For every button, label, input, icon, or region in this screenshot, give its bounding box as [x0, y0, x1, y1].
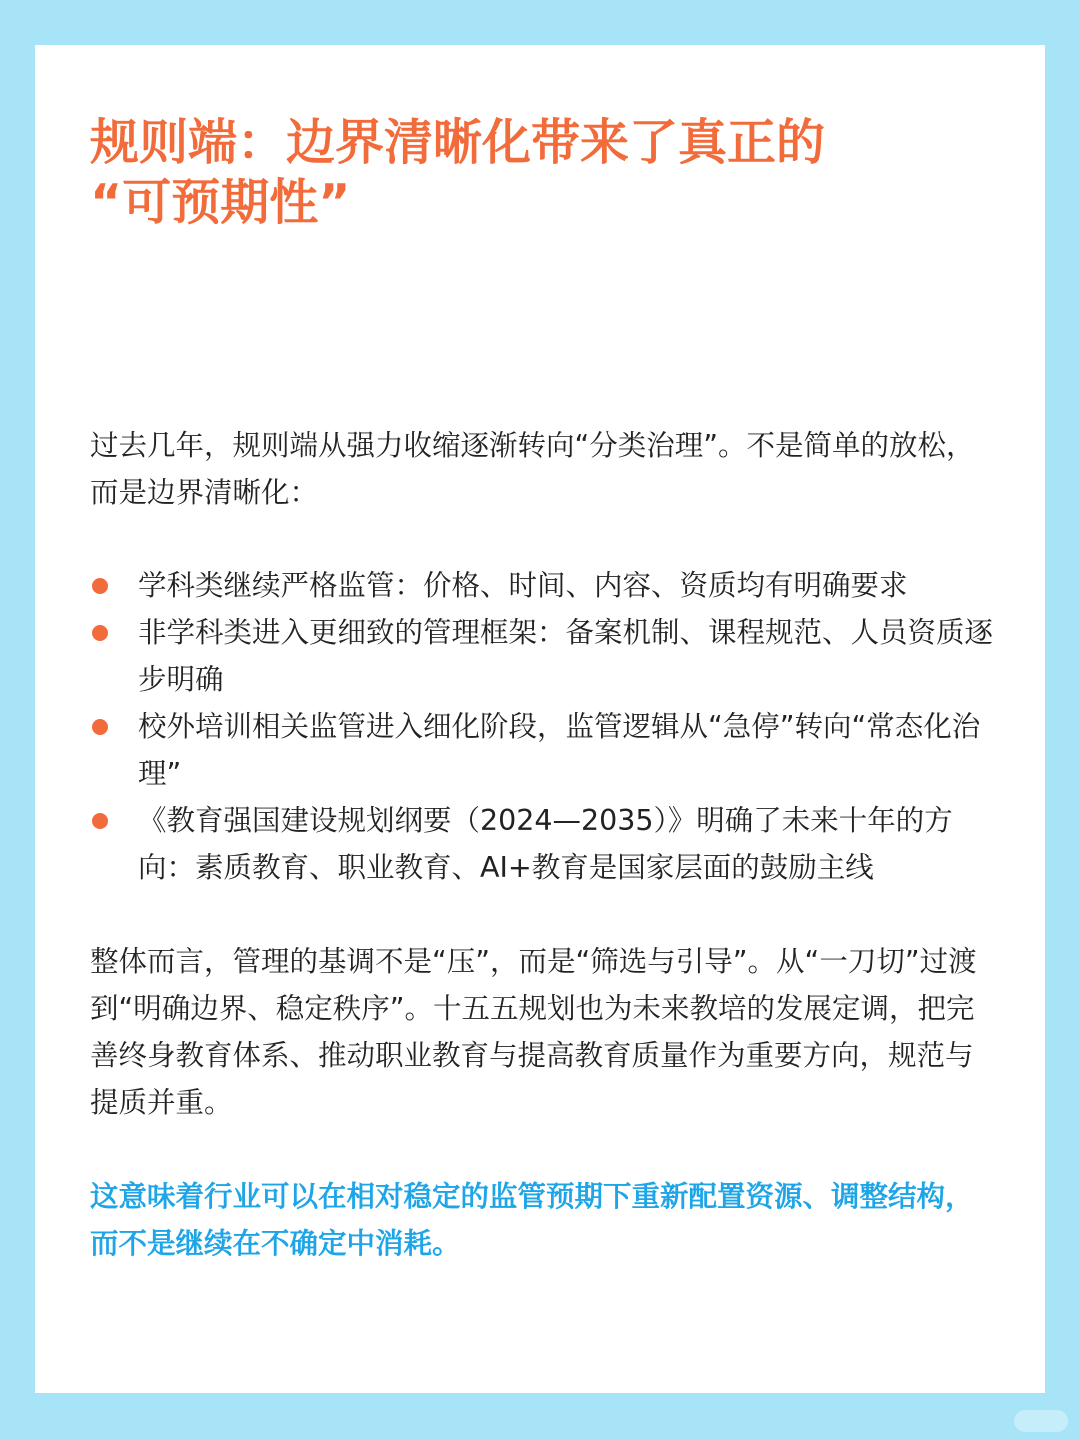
list-item: [90, 609, 1000, 703]
list-item-text: 《教育强国建设规划纲要（2024—2035）》明确了未来十年的方向：素质教育、职业教育、AI+教育是国家层面的鼓励主线: [138, 804, 953, 884]
list-item-text: 非学科类进入更细致的管理框架：备案机制、课程规范、人员资质逐步明确: [138, 616, 994, 696]
title-line-1: 规则端：边界清晰化带来了真正的: [90, 114, 826, 171]
bullet-dot-icon: [92, 813, 108, 829]
content-card: [35, 45, 1045, 1393]
list-item: [90, 562, 1000, 609]
highlight-paragraph: 这意味着行业可以在相对稳定的监管预期下重新配置资源、调整结构，而不是继续在不确定中消耗。: [90, 1180, 974, 1260]
list-item-text: 学科类继续严格监管：价格、时间、内容、资质均有明确要求: [138, 569, 908, 602]
page-title: [90, 113, 990, 233]
list-item: [90, 703, 1000, 797]
article-body: [90, 422, 1000, 1267]
summary-paragraph: 整体而言，管理的基调不是“压”，而是“筛选与引导”。从“一刀切”过渡到“明确边界、稳定秩序”。十五五规划也为未来教培的发展定调，把完善终身教育体系、推动职业教育与提高教育质量作为重要方向，规范与提质并重。: [90, 945, 977, 1119]
list-item: [90, 797, 1000, 891]
intro-paragraph: 过去几年，规则端从强力收缩逐渐转向“分类治理”。不是简单的放松，而是边界清晰化：: [90, 429, 975, 509]
bullet-dot-icon: [92, 719, 108, 735]
bullet-list: [90, 562, 1000, 891]
title-line-2: “可预期性”: [90, 174, 351, 231]
watermark-logo: [1014, 1410, 1068, 1432]
bullet-dot-icon: [92, 625, 108, 641]
bullet-dot-icon: [92, 578, 108, 594]
list-item-text: 校外培训相关监管进入细化阶段，监管逻辑从“急停”转向“常态化治理”: [138, 710, 981, 790]
